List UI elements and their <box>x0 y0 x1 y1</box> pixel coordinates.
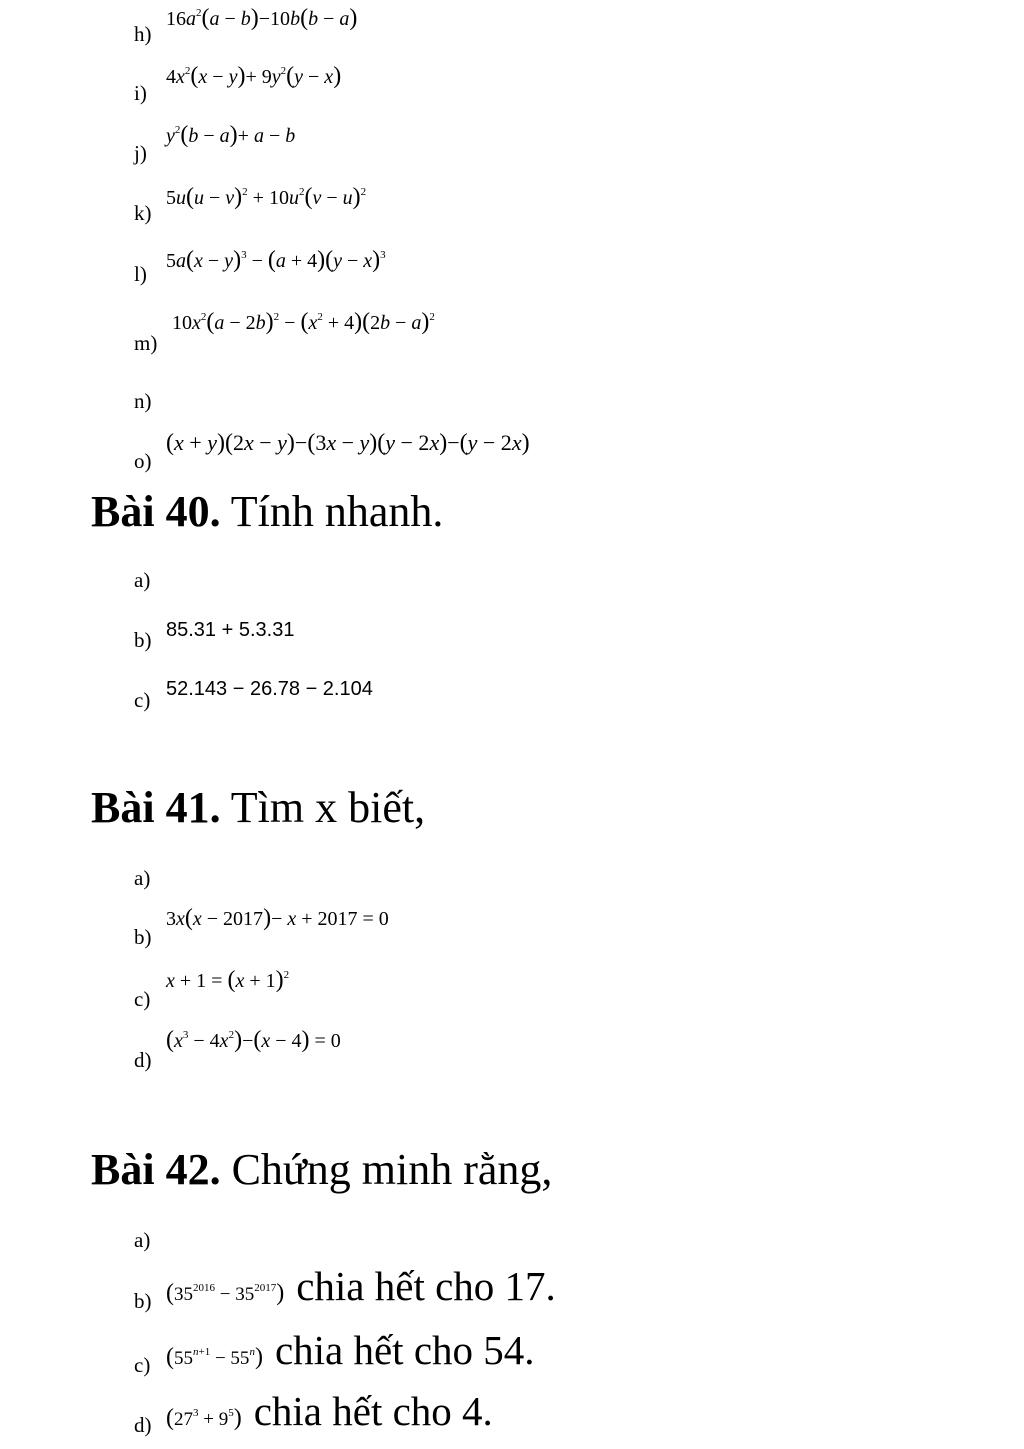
item-label-m: m) <box>134 331 158 355</box>
expression-40c: 52.143 − 26.78 − 2.104 <box>166 678 373 700</box>
statement-42b <box>166 1263 556 1309</box>
expression-41d: $(x^3 - 4x^2)-(x - 4) = 0$ <box>166 1027 341 1053</box>
exercise-number: Bài 41. <box>91 783 221 832</box>
item-label-41c: c) <box>134 987 151 1011</box>
item-label-o: o) <box>134 449 152 473</box>
item-label-h: h) <box>134 22 152 46</box>
item-label-42b: b) <box>134 1289 152 1313</box>
statement-42d <box>166 1388 493 1434</box>
exercise-heading-41 <box>91 783 426 832</box>
item-label-41a: a) <box>134 866 151 890</box>
exercise-number: Bài 40. <box>91 487 221 536</box>
item-label-40a: a) <box>134 568 151 592</box>
item-label-i: i) <box>134 81 147 105</box>
exercise-title: Chứng minh rằng, <box>231 1145 553 1194</box>
expression-l: $5a(x - y)^3 - (a + 4)(y - x)^3$ <box>166 247 386 273</box>
item-label-j: j) <box>134 141 147 165</box>
expression-42d: $(27^3 + 9^5)$ <box>166 1405 242 1431</box>
expression-42c: $(55^{n+1} - 55^n)$ <box>166 1344 263 1370</box>
expression-m: $10x^2(a - 2b)^2 - (x^2 + 4)(2b - a)^2$ <box>172 309 435 335</box>
statement-text: chia hết cho 4. <box>253 1388 493 1434</box>
expression-o: (x + y)(2x − y)−(3x − y)(y − 2x)−(y − 2x) <box>166 430 530 456</box>
item-label-42d: d) <box>134 1413 152 1437</box>
exercise-number: Bài 42. <box>91 1145 221 1194</box>
statement-text: chia hết cho 54. <box>274 1327 535 1373</box>
expression-i: $4x^2(x - y)+ 9y^2(y - x)$ <box>166 63 342 89</box>
expression-41b: 3x(x − 2017)− x + 2017 = 0 <box>166 905 389 931</box>
statement-42c <box>166 1327 535 1373</box>
item-label-40c: c) <box>134 688 151 712</box>
item-label-41b: b) <box>134 925 152 949</box>
exercise-heading-42 <box>91 1145 553 1194</box>
expression-41c: $x + 1 = (x + 1)^2$ <box>166 967 290 993</box>
exercise-title: Tìm x biết, <box>230 783 426 832</box>
exercise-heading-40 <box>91 487 444 536</box>
expression-j: $y^2(b - a)+ a - b$ <box>166 122 296 148</box>
item-label-42c: c) <box>134 1353 151 1377</box>
expression-42b: $(35^{2016} - 35^{2017})$ <box>166 1280 285 1306</box>
item-label-41d: d) <box>134 1048 152 1072</box>
exercise-title: Tính nhanh. <box>230 487 444 536</box>
expression-40b: 85.31 + 5.3.31 <box>166 619 295 641</box>
item-label-n: n) <box>134 389 152 413</box>
item-label-k: k) <box>134 201 152 225</box>
item-label-l: l) <box>134 262 147 286</box>
statement-text: chia hết cho 17. <box>296 1263 556 1309</box>
item-label-40b: b) <box>134 628 152 652</box>
item-label-42a: a) <box>134 1228 151 1252</box>
expression-k: $5u(u - v)^2 + 10u^2(v - u)^2$ <box>166 184 367 210</box>
expression-h: $16a^2(a - b)-10b(b - a)$ <box>166 5 358 31</box>
